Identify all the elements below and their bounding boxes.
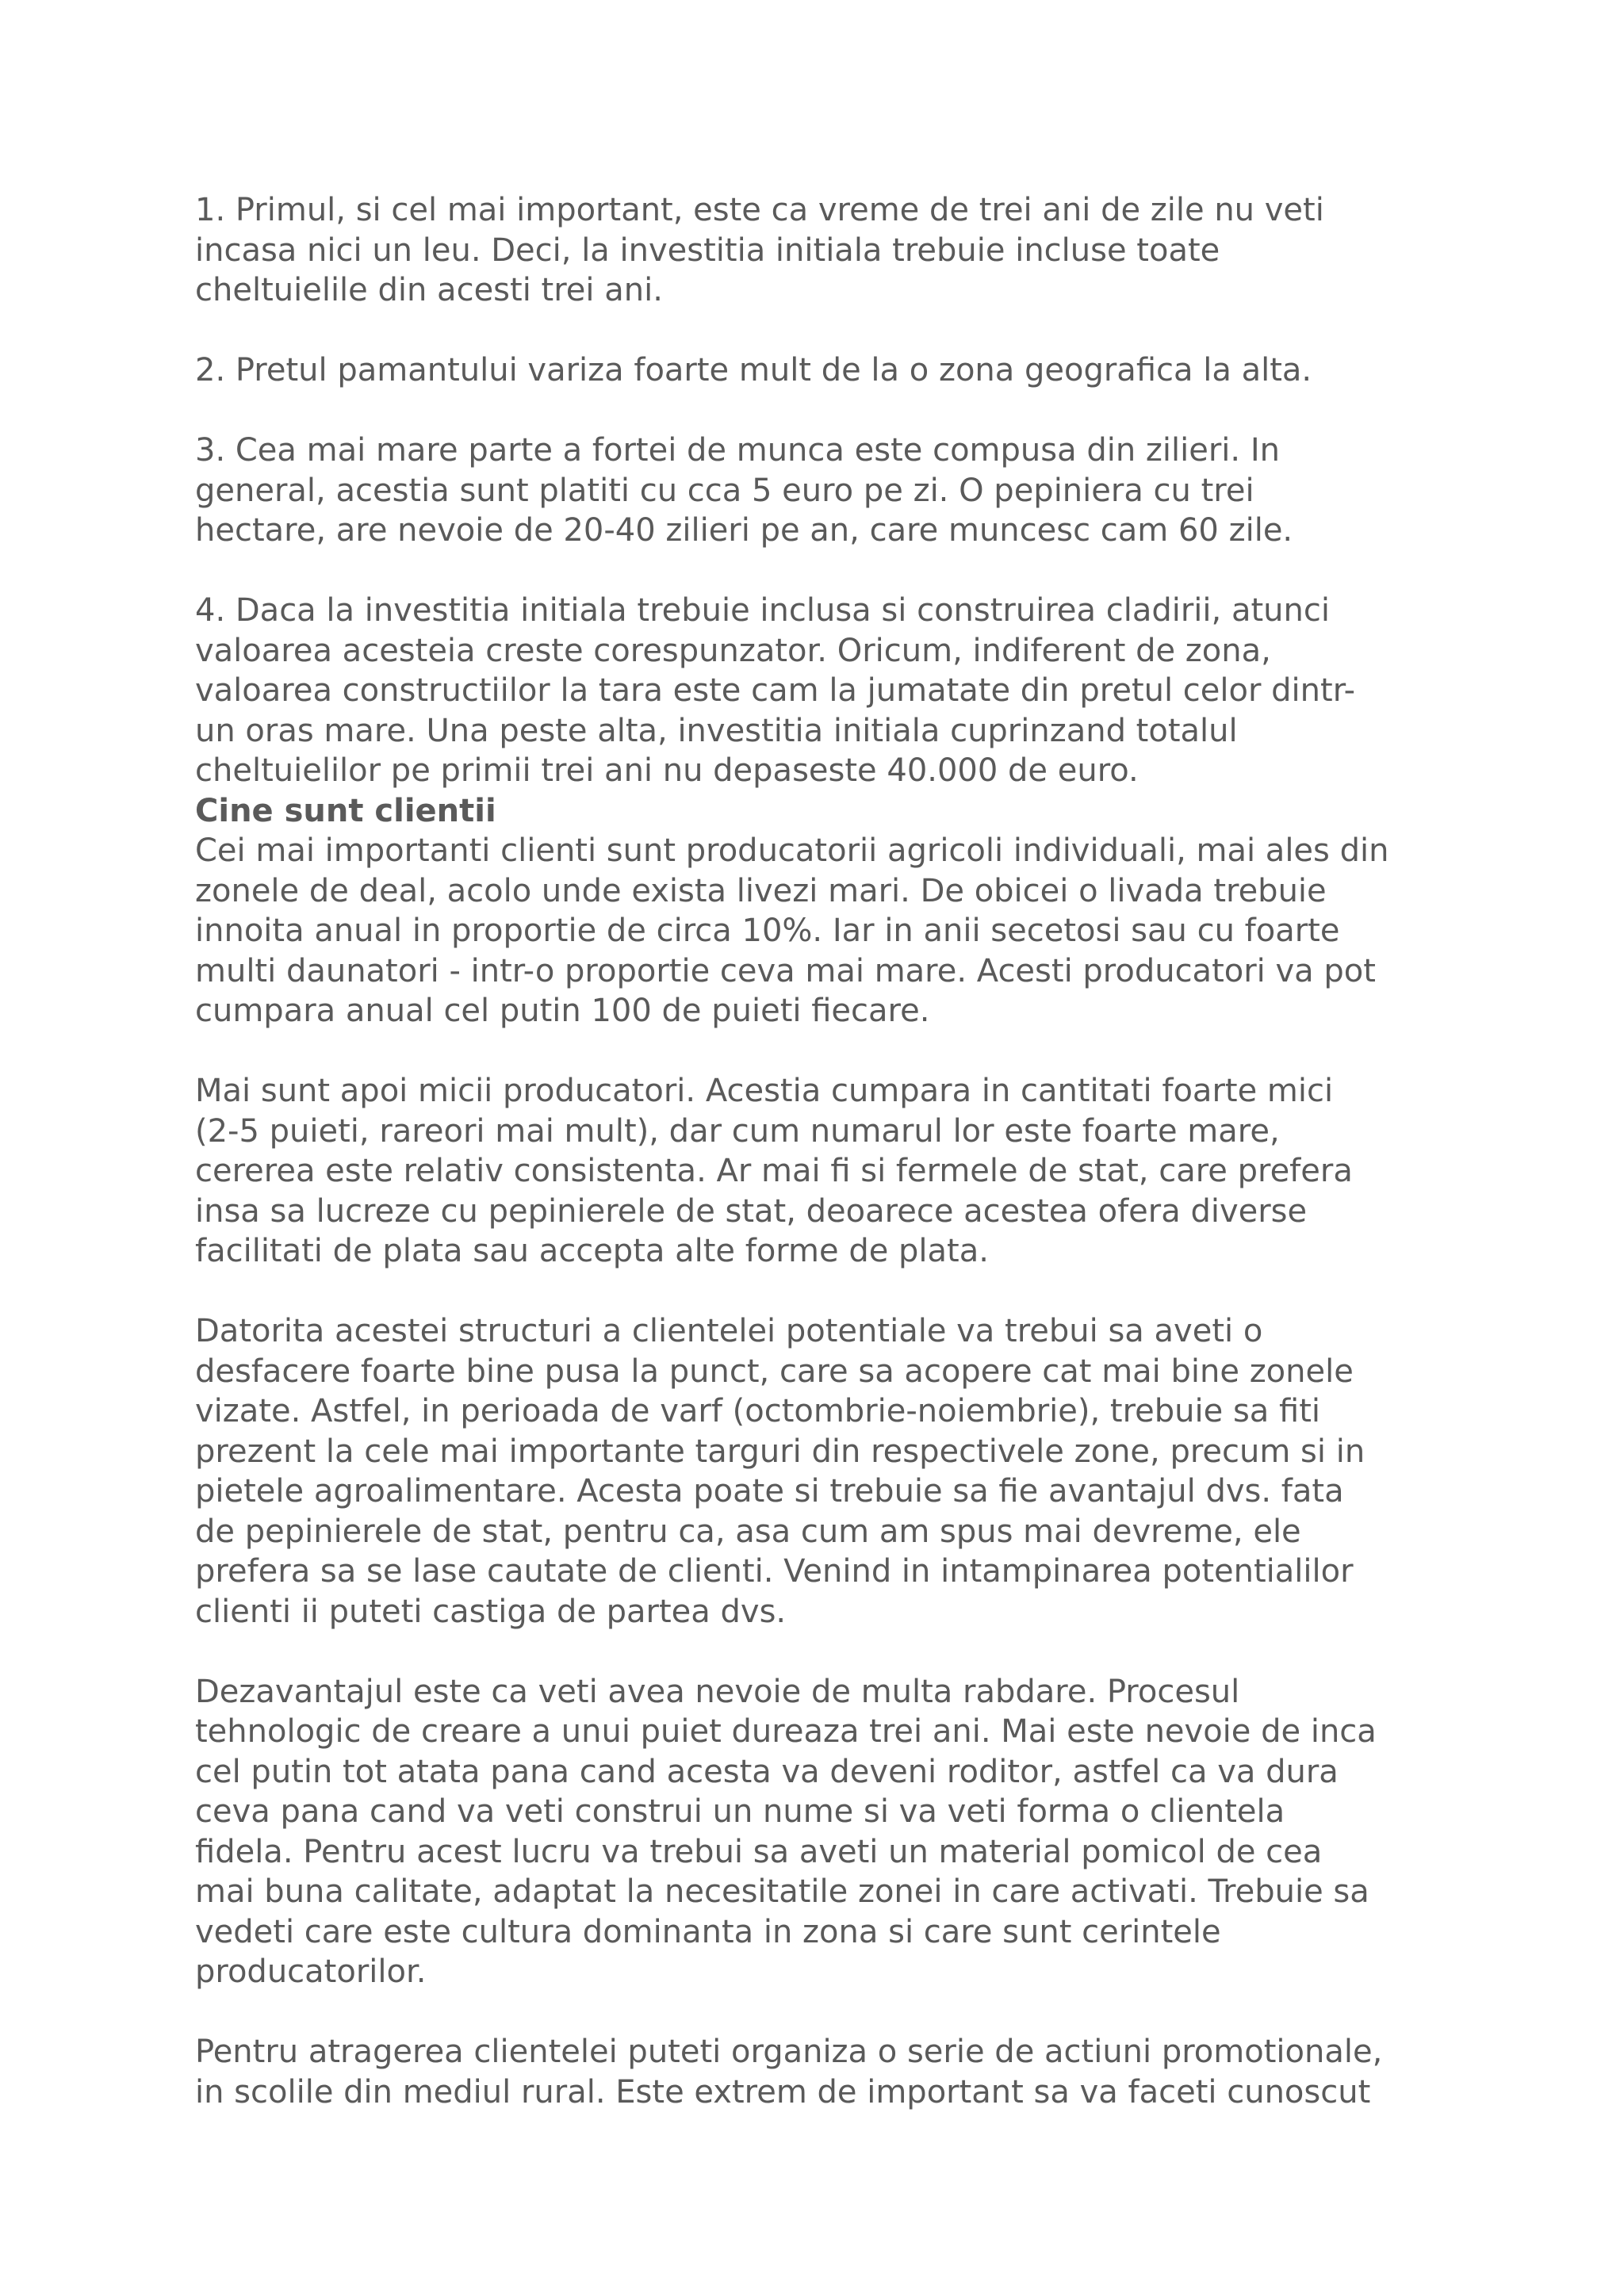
- paragraph-distribution: Datorita acestei structuri a clientelei potentiale va trebui sa aveti o desfacere foarte bine pusa la punct, care sa acopere cat mai bine zonele vizate. Astfel, in perioada de varf (octombrie-noiembrie), trebuie sa fiti prezent la cele mai importante targuri din respectivele zone, precum si in pietele agroalimentare. Acesta poate si trebuie sa fie avantajul dvs. fata de pepinierele de stat, pentru ca, asa cum am spus mai devreme, ele prefera sa se lase cautate de clienti. Venind in intampinarea potentialilor clienti ii puteti castiga de partea dvs.: [195, 1313, 1365, 1630]
- paragraph-small-producers: Mai sunt apoi micii producatori. Acestia cumpara in cantitati foarte mici (2-5 puieti, rareori mai mult), dar cum numarul lor este foarte mare, cererea este relativ consistenta. Ar mai fi si fermele de stat, care prefera insa sa lucreze cu pepinierele de stat, deoarece acestea ofera diverse facilitati de plata sau accepta alte forme de plata.: [195, 1073, 1353, 1269]
- section-heading: Cine sunt clientii: [195, 792, 496, 829]
- paragraph-item-4: 4. Daca la investitia initiala trebuie inclusa si construirea cladirii, atunci valoarea acesteia creste corespunzator. Oricum, indiferent de zona, valoarea constructiilor la tara este cam la jumatate din pretul celor dintr- un oras mare. Una peste alta, investitia initiala cuprinzand totalul cheltuielilor pe primii trei ani nu depaseste 40.000 de euro.: [195, 592, 1356, 789]
- paragraph-item-2: 2. Pretul pamantului variza foarte mult de la o zona geografica la alta.: [195, 352, 1312, 388]
- paragraph-item-3: 3. Cea mai mare parte a fortei de munca este compusa din zilieri. In general, acestia sunt platiti cu cca 5 euro pe zi. O pepiniera cu trei hectare, are nevoie de 20-40 zilieri pe an, care muncesc cam 60 zile.: [195, 432, 1293, 549]
- document-page: [195, 190, 1464, 2112]
- paragraph-disadvantage: Dezavantajul este ca veti avea nevoie de multa rabdare. Procesul tehnologic de creare a unui puiet dureaza trei ani. Mai este nevoie de inca cel putin tot atata pana cand acesta va deveni roditor, astfel ca va dura ceva pana cand va veti construi un nume si va veti forma o clientela fidela. Pentru acest lucru va trebui sa aveti un material pomicol de cea mai buna calitate, adaptat la necesitatile zonei in care activati. Trebuie sa vedeti care este cultura dominanta in zona si care sunt cerintele producatorilor.: [195, 1673, 1377, 1990]
- paragraph-promotion: Pentru atragerea clientelei puteti organiza o serie de actiuni promotionale, in scolile din mediul rural. Este extrem de important sa va faceti cunoscut: [195, 2034, 1383, 2110]
- paragraph-item-1: 1. Primul, si cel mai important, este ca vreme de trei ani de zile nu veti incasa nici un leu. Deci, la investitia initiala trebuie incluse toate cheltuielile din acesti trei ani.: [195, 192, 1324, 308]
- paragraph-clients-main: Cei mai importanti clienti sunt producatorii agricoli individuali, mai ales din zonele de deal, acolo unde exista livezi mari. De obicei o livada trebuie innoita anual in proportie de circa 10%. Iar in anii secetosi sau cu foarte multi daunatori - intr-o proportie ceva mai mare. Acesti producatori va pot cumpara anual cel putin 100 de puieti fiecare.: [195, 832, 1389, 1029]
